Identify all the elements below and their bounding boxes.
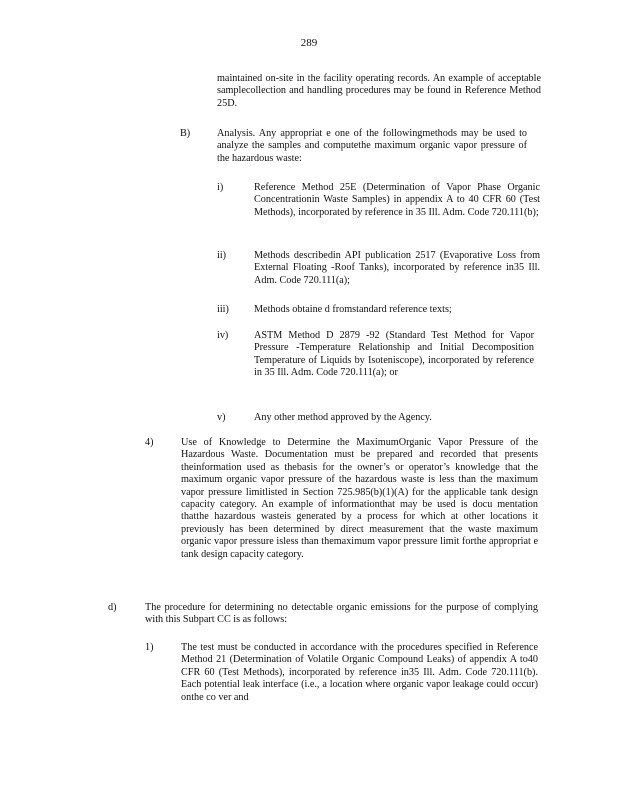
item-d-label: d): [108, 602, 117, 613]
subitem-iii-label: iii): [217, 304, 229, 315]
item-d-text: The procedure for determining no detectable organic emissions for the purpose of complying with this Subpart CC is as follows:: [145, 602, 538, 626]
subitem-v-text: Any other method approved by the Agency.: [254, 412, 432, 423]
subitem-ii-label: ii): [217, 250, 227, 261]
page-number: 289: [300, 37, 318, 49]
subitem-iv-text: ASTM Method D 2879 -92 (Standard Test Method for Vapor Pressure -Temperature Relationship and Initial Decomposition Temperature of Liquids by Isoteniscope), incorporated by reference in 35 Ill. Adm. Code 720.111(a); or: [254, 330, 534, 379]
item-4-text: Use of Knowledge to Determine the MaximumOrganic Vapor Pressure of the Hazardous Waste. Documentation must be prepared and recorded that presents theinformation used as thebasis for the owner’s or operator’s knowledge that the maximum organic vapor pressure of the hazardous waste is less than the maximum vapor pressure limitlisted in Section 725.985(b)(1)(A) for the applicable tank design capacity category. An example of informationthat may be used is docu mentation thatthe hazardous wasteis generated by a process for which at other locations it previously has been determined by direct measurement that the waste maximum organic vapor pressure isless than themaximum vapor pressure limit forthe appropriat e tank design capacity category.: [181, 437, 538, 560]
item-b-text: Analysis. Any appropriat e one of the followingmethods may be used to analyze the samples and computethe maximum organic vapor pressure of the hazardous waste:: [217, 128, 527, 164]
subitem-iv-label: iv): [217, 330, 229, 341]
subitem-i-text: Reference Method 25E (Determination of Vapor Phase Organic Concentrationin Waste Samples) in appendix A to 40 CFR 60 (Test Methods), incorporated by reference in 35 Ill. Adm. Code 720.111(b);: [254, 182, 540, 218]
item-b-label: B): [180, 128, 191, 139]
subitem-v-label: v): [217, 412, 226, 423]
item-d1-label: 1): [145, 642, 154, 653]
subitem-i-label: i): [217, 182, 224, 193]
continued-paragraph: maintained on-site in the facility operating records. An example of acceptable samplecollection and handling procedures may be found in Reference Method 25D.: [217, 73, 541, 109]
item-4-label: 4): [145, 437, 154, 448]
subitem-ii-text: Methods describedin API publication 2517 (Evaporative Loss from External Floating -Roof Tanks), incorporated by reference in35 Ill. Adm. Code 720.111(a);: [254, 250, 540, 286]
subitem-iii-text: Methods obtaine d fromstandard reference texts;: [254, 304, 452, 315]
item-d1-text: The test must be conducted in accordance with the procedures specified in Reference Method 21 (Determination of Volatile Organic Compound Leaks) of appendix A to40 CFR 60 (Test Methods), incorporated by reference in35 Ill. Adm. Code 720.111(b). Each potential leak interface (i.e., a location where organic vapor leakage could occur) onthe co ver and: [181, 642, 538, 703]
